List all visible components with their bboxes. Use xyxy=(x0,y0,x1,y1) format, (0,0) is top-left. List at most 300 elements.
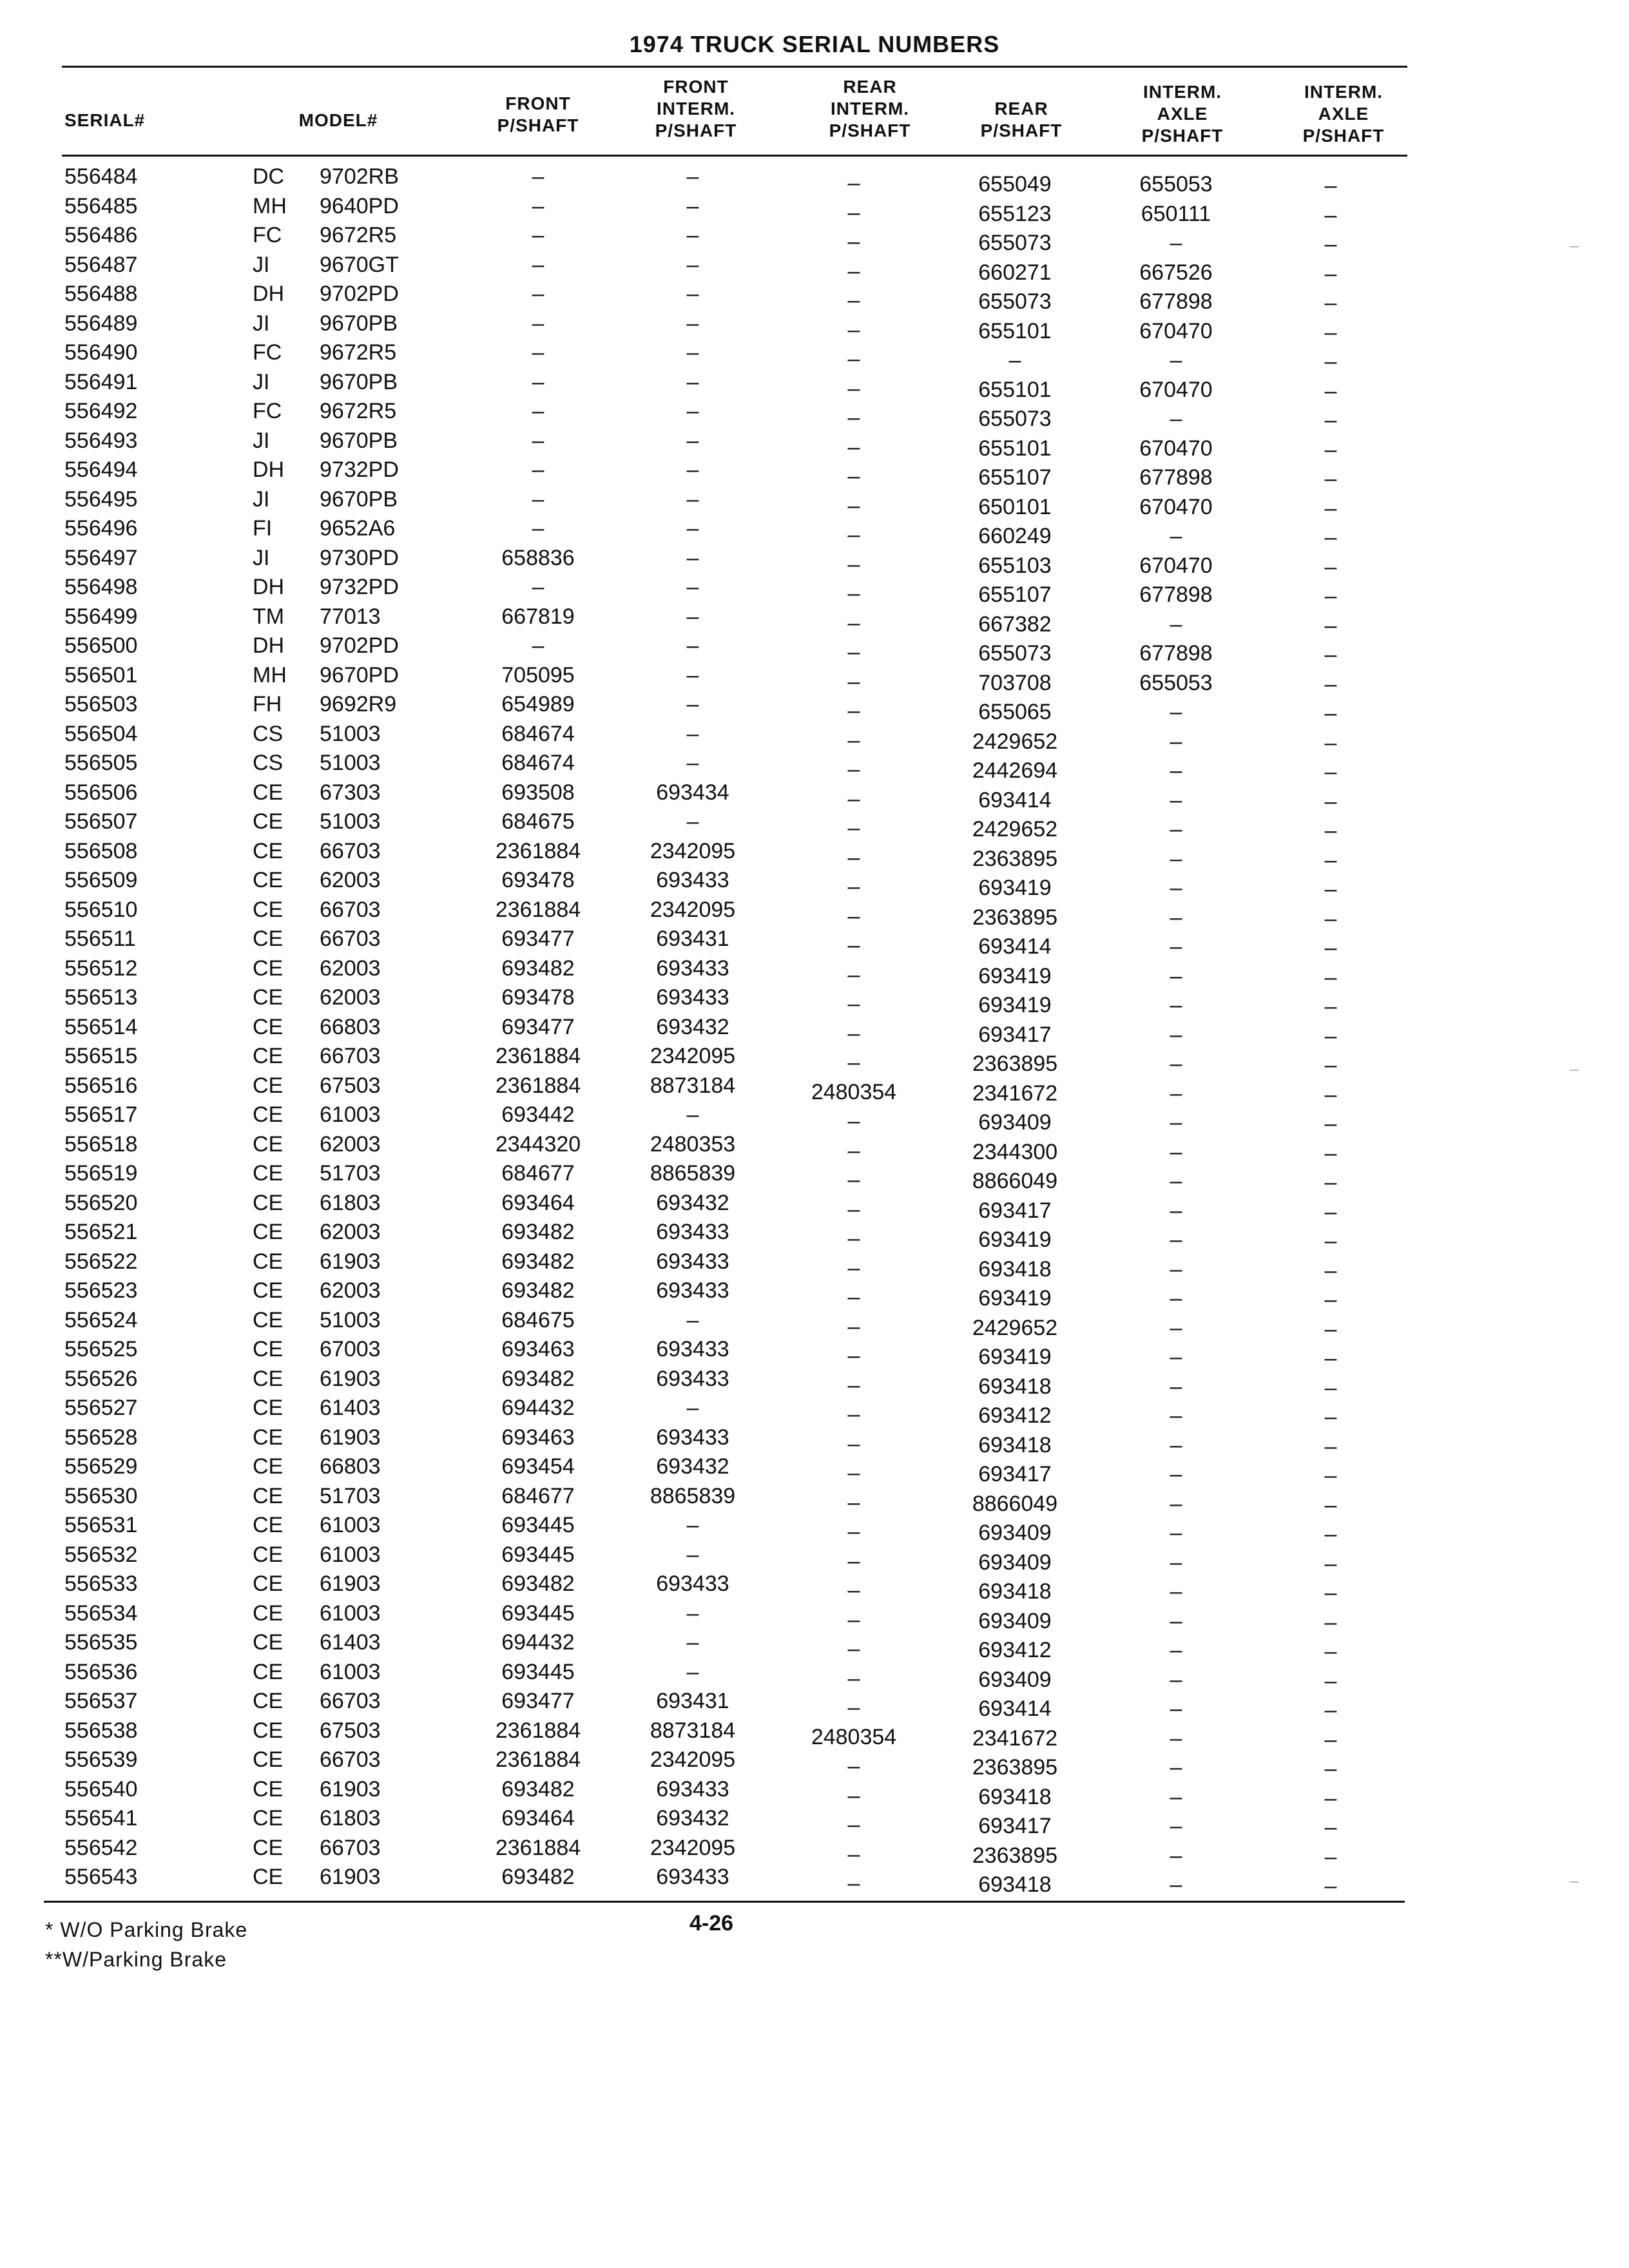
table-row xyxy=(0,1365,1629,1400)
front-pshaft-cell: – xyxy=(532,369,545,394)
rear-pshaft-cell: 703708 xyxy=(978,670,1052,695)
rear-pshaft-cell: 693419 xyxy=(978,1286,1052,1311)
model-number-cell: 66803 xyxy=(320,1014,381,1039)
model-number-cell: 66803 xyxy=(320,1454,381,1479)
model-number-cell: 9732PD xyxy=(320,457,399,482)
rear-pshaft-cell: 2363895 xyxy=(972,1052,1058,1076)
model-code-cell: CE xyxy=(253,1454,284,1479)
front-pshaft-cell: 693482 xyxy=(501,1865,575,1889)
model-number-cell: 9640PD xyxy=(320,193,399,218)
front-interm-cell: 2342095 xyxy=(650,897,736,922)
interm-axle-cell: – xyxy=(1170,1608,1182,1633)
front-interm-cell: – xyxy=(686,662,699,687)
front-interm-cell: – xyxy=(686,809,699,834)
front-interm-cell: – xyxy=(686,1659,699,1684)
table-row xyxy=(0,1072,1629,1107)
rear-interm-cell: – xyxy=(847,1255,860,1280)
interm-axle-cell: – xyxy=(1170,1550,1182,1575)
rear-interm-cell: – xyxy=(847,1812,860,1837)
front-pshaft-cell: 654989 xyxy=(501,692,575,716)
interm-axle-cell: – xyxy=(1170,758,1182,783)
rear-pshaft-cell: 655103 xyxy=(978,553,1052,578)
front-pshaft-cell: 693445 xyxy=(501,1659,575,1684)
front-interm-cell: – xyxy=(686,457,699,482)
front-pshaft-cell: – xyxy=(532,575,545,599)
front-pshaft-cell: – xyxy=(532,223,545,247)
rear-interm-cell: – xyxy=(847,552,860,577)
interm-axle-2-cell: – xyxy=(1324,525,1337,550)
model-number-cell: 61903 xyxy=(320,1776,381,1802)
rear-pshaft-cell: 2363895 xyxy=(972,846,1058,871)
rear-interm-cell: – xyxy=(847,962,860,987)
model-code-cell: CE xyxy=(253,1689,284,1713)
model-code-cell: CE xyxy=(253,809,284,834)
front-pshaft-cell: 693463 xyxy=(501,1337,575,1361)
model-number-cell: 67503 xyxy=(320,1718,381,1743)
front-interm-cell: – xyxy=(686,516,699,541)
serial-cell: 556485 xyxy=(64,193,138,218)
table-row xyxy=(0,397,1629,432)
table-row xyxy=(0,280,1629,315)
front-pshaft-cell: 693464 xyxy=(501,1806,575,1831)
model-code-cell: CE xyxy=(253,1073,284,1098)
serial-cell: 556504 xyxy=(64,721,138,746)
model-number-cell: 9702PD xyxy=(320,282,399,306)
rear-pshaft-cell: 655107 xyxy=(978,465,1052,490)
model-number-cell: 9670PD xyxy=(320,662,399,687)
rear-pshaft-cell: 693412 xyxy=(978,1638,1052,1662)
interm-axle-2-cell: – xyxy=(1324,1053,1337,1077)
model-code-cell: CE xyxy=(253,1102,284,1127)
interm-axle-2-cell: – xyxy=(1324,1698,1337,1722)
table-row xyxy=(0,602,1629,638)
rear-interm-cell: – xyxy=(847,288,860,312)
serial-cell: 556495 xyxy=(64,486,138,512)
table-row xyxy=(0,573,1629,608)
model-number-cell: 61003 xyxy=(320,1513,381,1537)
interm-axle-cell: – xyxy=(1170,1227,1182,1252)
model-number-cell: 66703 xyxy=(320,927,381,951)
front-pshaft-cell: 693482 xyxy=(501,1278,575,1303)
front-interm-cell: 693432 xyxy=(656,1454,729,1479)
rear-pshaft-cell: 693418 xyxy=(978,1872,1052,1897)
front-pshaft-cell: – xyxy=(532,340,545,365)
serial-cell: 556540 xyxy=(64,1776,138,1802)
serial-cell: 556526 xyxy=(64,1366,138,1391)
rear-interm-cell: – xyxy=(847,1666,860,1691)
interm-axle-2-cell: – xyxy=(1324,1639,1337,1664)
table-row xyxy=(0,1482,1629,1517)
model-code-cell: MH xyxy=(253,662,287,687)
table-row xyxy=(0,1423,1629,1459)
rear-interm-cell: – xyxy=(847,757,860,782)
interm-axle-2-cell: – xyxy=(1324,1023,1337,1048)
model-number-cell: 66703 xyxy=(320,1689,381,1713)
front-interm-cell: – xyxy=(686,282,699,306)
model-code-cell: CE xyxy=(253,956,284,981)
serial-cell: 556522 xyxy=(64,1249,138,1274)
rear-pshaft-cell: 660249 xyxy=(978,524,1052,548)
rear-interm-cell: – xyxy=(847,1519,860,1544)
table-row xyxy=(0,983,1629,1019)
interm-axle-cell: – xyxy=(1170,1725,1182,1751)
front-interm-cell: 693433 xyxy=(656,1776,729,1802)
interm-axle-cell: – xyxy=(1170,1814,1182,1838)
interm-axle-2-cell: – xyxy=(1324,1434,1337,1459)
interm-axle-2-cell: – xyxy=(1324,1668,1337,1693)
rear-interm-cell: – xyxy=(847,464,860,488)
interm-axle-cell: 670470 xyxy=(1139,377,1213,402)
model-code-cell: DH xyxy=(253,282,285,306)
interm-axle-2-cell: – xyxy=(1324,202,1337,227)
header-line: P/SHAFT xyxy=(980,120,1063,140)
serial-cell: 556505 xyxy=(64,751,138,775)
interm-axle-2-cell: – xyxy=(1324,232,1337,256)
interm-axle-2-cell: – xyxy=(1324,994,1337,1019)
serial-cell: 556513 xyxy=(64,985,138,1010)
rear-pshaft-cell: 693417 xyxy=(978,1814,1052,1838)
scan-speck xyxy=(1570,246,1579,247)
front-pshaft-cell: 693478 xyxy=(501,868,575,892)
interm-axle-cell: – xyxy=(1170,1169,1182,1193)
table-row xyxy=(0,221,1629,256)
table-row xyxy=(0,1218,1629,1253)
model-number-cell: 61003 xyxy=(320,1659,381,1684)
front-pshaft-cell: 693508 xyxy=(501,780,575,805)
interm-axle-2-cell: – xyxy=(1324,936,1337,960)
interm-axle-cell: – xyxy=(1170,1315,1182,1340)
interm-axle-cell: – xyxy=(1170,1345,1182,1369)
interm-axle-2-cell: – xyxy=(1324,408,1337,432)
interm-axle-2-cell: – xyxy=(1324,1405,1337,1429)
rear-interm-cell: – xyxy=(847,992,860,1016)
header-line: P/SHAFT xyxy=(655,120,737,140)
front-pshaft-cell: – xyxy=(532,516,545,541)
serial-cell: 556491 xyxy=(64,369,138,394)
rear-interm-cell: – xyxy=(847,1138,860,1163)
model-code-cell: CE xyxy=(253,1366,284,1391)
table-row xyxy=(0,544,1629,579)
rear-pshaft-cell: 2429652 xyxy=(972,1315,1058,1340)
header-line: REAR xyxy=(843,77,897,97)
model-number-cell: 67003 xyxy=(320,1337,381,1361)
model-number-cell: 9730PD xyxy=(320,545,399,570)
header-line: P/SHAFT xyxy=(1141,126,1224,146)
model-number-cell: 51703 xyxy=(320,1483,381,1508)
rear-pshaft-cell: 693414 xyxy=(978,934,1052,959)
front-pshaft-cell: 693477 xyxy=(501,927,575,951)
rear-pshaft-cell: 693417 xyxy=(978,1198,1052,1223)
model-number-cell: 51003 xyxy=(320,809,381,834)
model-number-cell: 61003 xyxy=(320,1102,381,1127)
rear-interm-cell: – xyxy=(847,1637,860,1661)
front-interm-cell: 2342095 xyxy=(650,1747,736,1772)
serial-cell: 556529 xyxy=(64,1454,138,1479)
front-pshaft-cell: 693482 xyxy=(501,1220,575,1244)
interm-axle-2-cell: – xyxy=(1324,760,1337,784)
front-pshaft-cell: – xyxy=(532,399,545,423)
interm-axle-2-cell: – xyxy=(1324,1346,1337,1370)
front-pshaft-cell: 693445 xyxy=(501,1542,575,1567)
interm-axle-2-cell: – xyxy=(1324,1463,1337,1488)
interm-axle-2-cell: – xyxy=(1324,1082,1337,1107)
serial-cell: 556528 xyxy=(64,1425,138,1450)
model-number-cell: 61903 xyxy=(320,1865,381,1889)
interm-axle-cell: – xyxy=(1170,729,1182,754)
front-interm-cell: – xyxy=(686,633,699,658)
interm-axle-cell: – xyxy=(1170,1638,1182,1662)
rear-interm-cell: – xyxy=(847,669,860,694)
interm-axle-cell: – xyxy=(1170,524,1182,548)
interm-axle-2-cell: – xyxy=(1324,291,1337,315)
footnotes xyxy=(45,1915,247,1974)
serial-cell: 556499 xyxy=(64,604,138,629)
model-code-cell: JI xyxy=(253,311,270,336)
interm-axle-cell: 655053 xyxy=(1139,670,1213,695)
rear-interm-cell: – xyxy=(847,1109,860,1133)
serial-cell: 556524 xyxy=(64,1307,138,1332)
interm-axle-2-cell: – xyxy=(1324,1258,1337,1283)
model-code-cell: CE xyxy=(253,1249,284,1274)
rear-interm-cell: – xyxy=(847,405,860,430)
interm-axle-cell: – xyxy=(1170,407,1182,431)
rear-interm-cell: – xyxy=(847,816,860,840)
front-pshaft-cell: 693478 xyxy=(501,985,575,1010)
model-code-cell: JI xyxy=(253,545,270,570)
table-row xyxy=(0,896,1629,931)
front-pshaft-cell: 667819 xyxy=(501,604,575,629)
interm-axle-2-cell: – xyxy=(1324,1375,1337,1400)
serial-cell: 556507 xyxy=(64,809,138,834)
header-interm-axle-pshaft xyxy=(1121,81,1244,147)
rear-pshaft-cell: 2341672 xyxy=(972,1725,1058,1751)
model-code-cell: CE xyxy=(253,780,284,805)
model-number-cell: 61903 xyxy=(320,1249,381,1274)
serial-cell: 556501 xyxy=(64,662,138,687)
interm-axle-2-cell: – xyxy=(1324,466,1337,491)
model-code-cell: CE xyxy=(253,1044,284,1068)
table-row xyxy=(0,837,1629,872)
header-rule xyxy=(62,155,1407,157)
front-interm-cell: – xyxy=(686,311,699,336)
interm-axle-2-cell: – xyxy=(1324,1785,1337,1811)
front-interm-cell: – xyxy=(686,428,699,453)
table-row xyxy=(0,338,1629,374)
model-number-cell: 61803 xyxy=(320,1190,381,1215)
interm-axle-cell: 677898 xyxy=(1139,641,1213,666)
front-interm-cell: – xyxy=(686,751,699,775)
front-interm-cell: 693433 xyxy=(656,1278,729,1303)
footnote: * W/O Parking Brake xyxy=(45,1918,248,1941)
interm-axle-2-cell: – xyxy=(1324,584,1337,608)
rear-interm-cell: – xyxy=(847,1372,860,1398)
model-number-cell: 62003 xyxy=(320,1278,381,1303)
model-code-cell: CE xyxy=(253,1835,284,1860)
interm-axle-2-cell: – xyxy=(1324,1140,1337,1166)
table-row xyxy=(0,954,1629,990)
header-line: INTERM. xyxy=(1142,82,1222,102)
serial-cell: 556517 xyxy=(64,1102,138,1127)
model-code-cell: JI xyxy=(253,428,270,453)
front-interm-cell: 693434 xyxy=(656,780,729,805)
footnote: **W/Parking Brake xyxy=(45,1948,227,1971)
front-interm-cell: 693433 xyxy=(656,956,729,981)
rear-pshaft-cell: 693409 xyxy=(978,1110,1052,1135)
model-number-cell: 9672R5 xyxy=(320,223,397,247)
interm-axle-cell: – xyxy=(1170,1784,1182,1809)
model-number-cell: 67503 xyxy=(320,1073,381,1098)
model-code-cell: CE xyxy=(253,1161,284,1186)
serial-table xyxy=(0,162,1629,1898)
model-number-cell: 9670PB xyxy=(320,428,398,453)
model-number-cell: 51703 xyxy=(320,1161,381,1186)
interm-axle-cell: – xyxy=(1170,787,1182,812)
serial-cell: 556493 xyxy=(64,428,138,453)
model-code-cell: CE xyxy=(253,1630,284,1655)
header-rear-pshaft xyxy=(960,98,1083,142)
table-row xyxy=(0,1130,1629,1166)
interm-axle-cell: 670470 xyxy=(1139,436,1213,461)
interm-axle-cell: – xyxy=(1170,1374,1182,1399)
table-row xyxy=(0,1628,1629,1664)
interm-axle-cell: – xyxy=(1170,934,1182,959)
rear-interm-cell: – xyxy=(847,171,860,195)
table-row xyxy=(0,1511,1629,1546)
model-code-cell: CE xyxy=(253,1220,284,1244)
rear-pshaft-cell: 655107 xyxy=(978,582,1052,607)
serial-cell: 556514 xyxy=(64,1014,138,1039)
serial-cell: 556515 xyxy=(64,1044,138,1068)
rear-interm-cell: – xyxy=(847,581,860,606)
serial-cell: 556533 xyxy=(64,1571,138,1596)
rear-pshaft-cell: 655101 xyxy=(978,436,1052,461)
front-interm-cell: – xyxy=(686,575,699,599)
front-interm-cell: 693431 xyxy=(656,1689,729,1713)
header-rear-interm-pshaft xyxy=(805,76,934,142)
front-interm-cell: 2342095 xyxy=(650,1044,736,1068)
serial-cell: 556498 xyxy=(64,575,138,599)
interm-axle-cell: – xyxy=(1170,1198,1182,1223)
rear-pshaft-cell: 655123 xyxy=(978,201,1052,226)
model-code-cell: DH xyxy=(253,633,285,658)
interm-axle-2-cell: – xyxy=(1324,818,1337,843)
serial-cell: 556516 xyxy=(64,1073,138,1098)
model-code-cell: CE xyxy=(253,1307,284,1332)
interm-axle-cell: – xyxy=(1170,1667,1182,1692)
interm-axle-2-cell: – xyxy=(1324,495,1337,521)
model-code-cell: CE xyxy=(253,1337,284,1361)
model-number-cell: 77013 xyxy=(320,604,381,629)
table-row xyxy=(0,1745,1629,1781)
front-interm-cell: 693433 xyxy=(656,868,729,892)
rear-interm-cell: – xyxy=(847,727,860,753)
model-number-cell: 9670PB xyxy=(320,486,398,512)
front-pshaft-cell: 2361884 xyxy=(495,1718,581,1743)
model-code-cell: JI xyxy=(253,486,270,512)
interm-axle-2-cell: – xyxy=(1324,349,1337,374)
model-code-cell: CE xyxy=(253,838,284,863)
serial-cell: 556543 xyxy=(64,1865,138,1889)
model-number-cell: 61803 xyxy=(320,1806,381,1831)
front-interm-cell: 2342095 xyxy=(650,1835,736,1860)
interm-axle-2-cell: – xyxy=(1324,1199,1337,1224)
interm-axle-cell: – xyxy=(1170,1110,1182,1135)
interm-axle-2-cell: – xyxy=(1324,671,1337,697)
rear-pshaft-cell: 2429652 xyxy=(972,817,1058,841)
rear-pshaft-cell: 655065 xyxy=(978,700,1052,724)
interm-axle-2-cell: – xyxy=(1324,1727,1337,1752)
rear-interm-cell: – xyxy=(847,1402,860,1427)
rear-pshaft-cell: 693409 xyxy=(978,1667,1052,1692)
serial-cell: 556531 xyxy=(64,1513,138,1537)
model-code-cell: CE xyxy=(253,1747,284,1772)
serial-cell: 556494 xyxy=(64,457,138,482)
interm-axle-cell: – xyxy=(1170,231,1182,255)
front-interm-cell: 2342095 xyxy=(650,838,736,863)
front-pshaft-cell: 694432 xyxy=(501,1396,575,1420)
front-pshaft-cell: 658836 xyxy=(501,545,575,570)
serial-cell: 556484 xyxy=(64,164,138,189)
table-row xyxy=(0,1804,1629,1840)
front-pshaft-cell: 684675 xyxy=(501,809,575,834)
header-line: FRONT xyxy=(663,77,729,97)
serial-cell: 556534 xyxy=(64,1600,138,1626)
rear-interm-cell: – xyxy=(847,1607,860,1632)
serial-cell: 556500 xyxy=(64,633,138,658)
interm-axle-cell: – xyxy=(1170,1843,1182,1868)
interm-axle-2-cell: – xyxy=(1324,1522,1337,1546)
front-interm-cell: 8865839 xyxy=(650,1161,736,1186)
front-pshaft-cell: – xyxy=(532,282,545,306)
interm-axle-2-cell: – xyxy=(1324,642,1337,667)
serial-cell: 556510 xyxy=(64,897,138,922)
front-interm-cell: – xyxy=(686,1630,699,1655)
front-pshaft-cell: 684674 xyxy=(501,721,575,746)
rear-interm-cell: – xyxy=(847,1314,860,1339)
model-number-cell: 9670GT xyxy=(320,252,399,277)
rear-pshaft-cell: 2363895 xyxy=(972,905,1058,930)
rear-interm-cell: – xyxy=(847,1578,860,1602)
interm-axle-cell: – xyxy=(1170,1286,1182,1311)
interm-axle-cell: – xyxy=(1170,1052,1182,1076)
interm-axle-2-cell: – xyxy=(1324,1610,1337,1635)
front-pshaft-cell: 693482 xyxy=(501,1249,575,1274)
model-code-cell: FC xyxy=(253,340,282,365)
model-code-cell: CE xyxy=(253,1190,284,1215)
model-number-cell: 62003 xyxy=(320,868,381,892)
front-pshaft-cell: 2361884 xyxy=(495,1747,581,1772)
interm-axle-2-cell: – xyxy=(1324,613,1337,638)
header-interm-axle-pshaft-2 xyxy=(1282,81,1405,147)
table-row xyxy=(0,514,1629,550)
interm-axle-2-cell: – xyxy=(1324,1229,1337,1253)
front-pshaft-cell: 693482 xyxy=(501,1366,575,1391)
header-serial: SERIAL# xyxy=(64,110,146,130)
model-number-cell: 66703 xyxy=(320,1044,381,1068)
model-code-cell: CE xyxy=(253,1542,284,1567)
interm-axle-2-cell: – xyxy=(1324,1316,1337,1341)
front-pshaft-cell: 684674 xyxy=(501,751,575,775)
rear-interm-cell: – xyxy=(847,229,860,254)
table-row xyxy=(0,1335,1629,1370)
rear-pshaft-cell: 655073 xyxy=(978,641,1052,666)
front-interm-cell: – xyxy=(686,1513,699,1537)
rear-pshaft-cell: 693417 xyxy=(978,1022,1052,1047)
model-code-cell: CE xyxy=(253,1513,284,1537)
serial-cell: 556508 xyxy=(64,838,138,863)
front-interm-cell: 693432 xyxy=(656,1806,729,1831)
model-code-cell: CS xyxy=(253,751,284,775)
